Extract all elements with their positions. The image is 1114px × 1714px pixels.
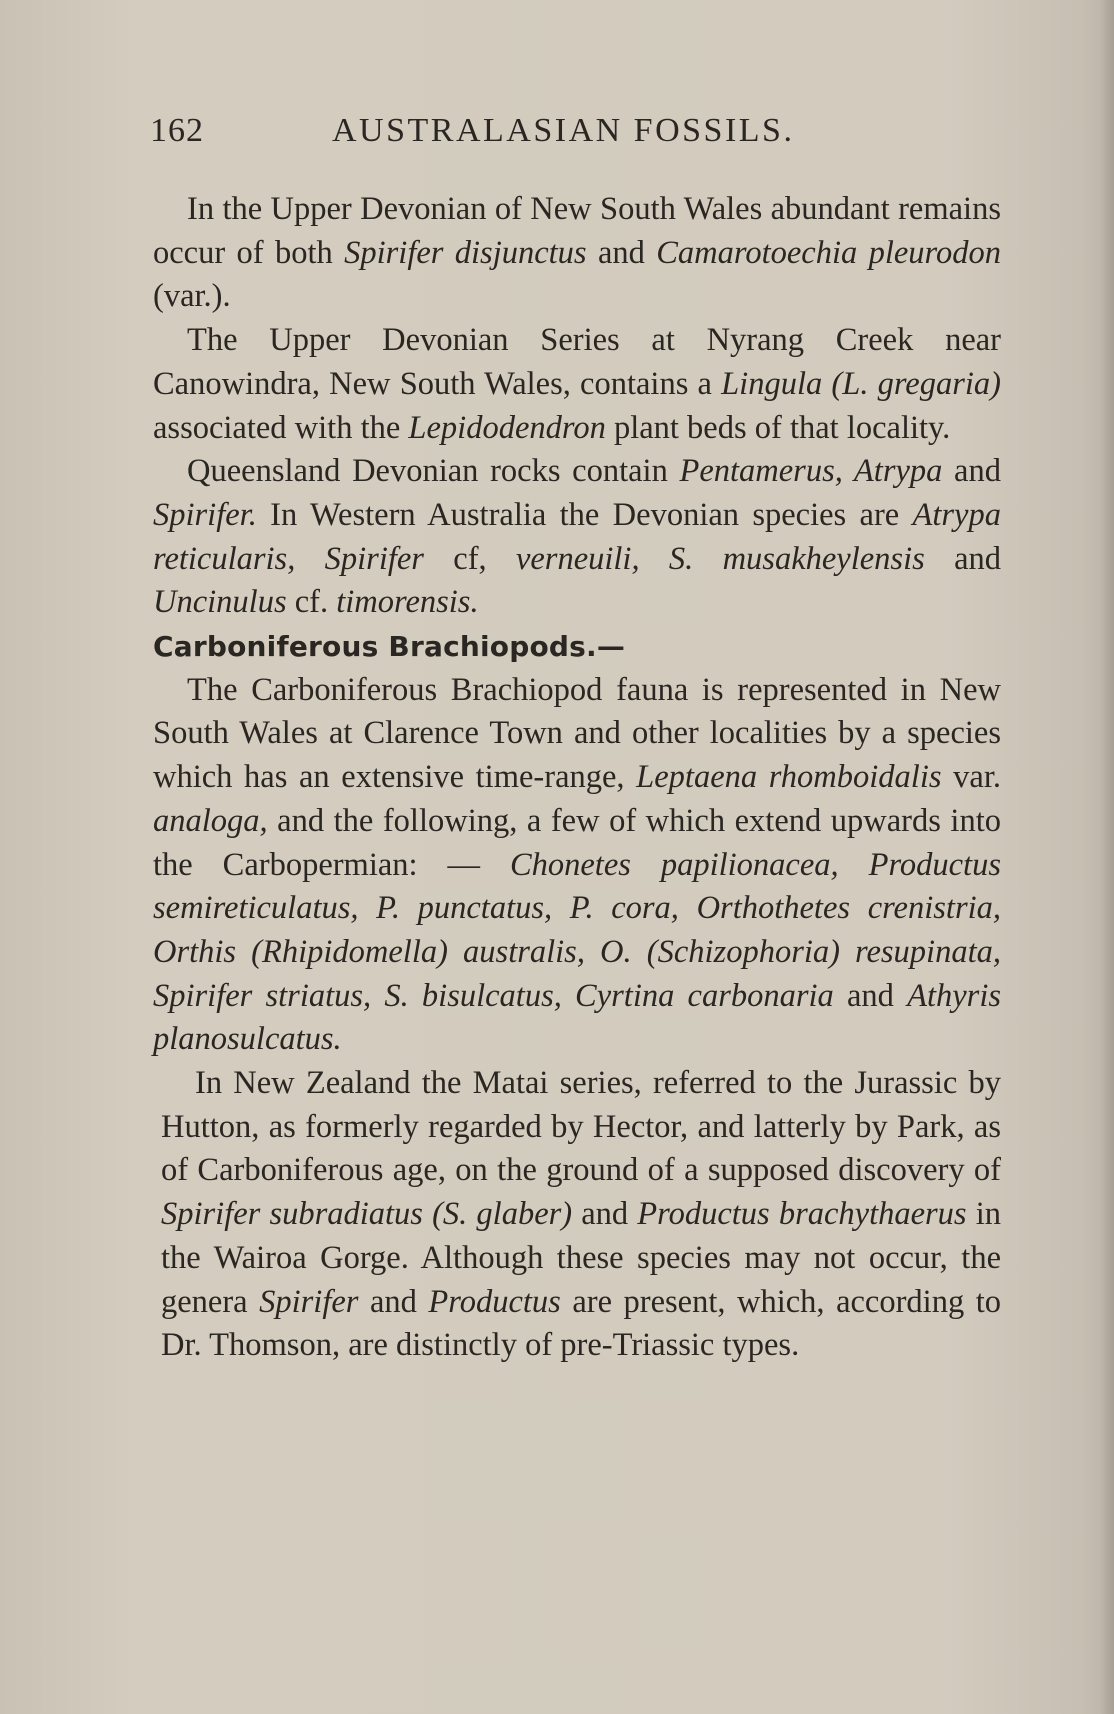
taxon-name: Chonetes papilionacea, Productus semireticulatus, P. punctatus, P. cora, Orthothetes crenistria, Orthis (Rhipidomella) australis, O. (Schizophoria) resupinata, Spirifer striatus, S. bisulcatus, Cyrtina carbonaria [153,846,1001,1014]
text-run: and [924,540,1002,577]
text-run: associated with the [153,409,409,446]
taxon-name: Productus brachythaerus [637,1196,967,1233]
page-header [150,112,1010,156]
paragraph [153,319,1001,450]
section-heading-text: Carboniferous Brachiopods.— [153,630,626,664]
text-run: and [358,1283,429,1320]
paragraph [153,450,1001,625]
text-run: The Upper Devonian Series at Nyrang Creek near Canowindra, New South Wales, contains a [153,322,1001,402]
running-title: AUSTRALASIAN FOSSILS. [332,112,795,149]
page-number: 162 [150,112,204,149]
taxon-name: analoga, [153,802,268,839]
text-run: and [942,453,1001,490]
taxon-name: Pentamerus, Atrypa [679,453,943,490]
text-run: and the following, a few of which extend upwards into the Carbopermian: — [153,802,1001,883]
taxon-name: timorensis. [336,584,479,621]
taxon-name: Spirifer subradiatus (S. glaber) [161,1196,573,1233]
taxon-name: Lepidodendron [408,409,606,446]
taxon-name: Spirifer disjunctus [344,234,587,271]
text-run: var. [941,759,1001,796]
taxon-name: Lingula (L. gregaria) [721,365,1001,402]
paragraph [153,669,1001,1062]
text-run: In New Zealand the Matai series, referred to the Jurassic by Hutton, as formerly regarded by Hector, and latterly by Park, as of Carboniferous age, on the ground of a supposed discovery of [161,1065,1001,1189]
text-run: cf. [286,584,337,621]
text-run: Queensland Devonian rocks contain [187,453,680,490]
taxon-name: Uncinulus [153,584,287,621]
taxon-name: Athyris planosulcatus. [153,977,1001,1058]
text-run: The Carboniferous Brachiopod fauna is represented in New South Wales at Clarence Town and other localities by a species which has an extensive time-range, [153,671,1001,796]
text-run: and [586,234,657,271]
taxon-name: Spirifer [259,1283,359,1320]
text-run: are present, which, according to Dr. Thomson, are distinctly of pre-Triassic types. [161,1283,1001,1364]
text-run: In the Upper Devonian of New South Wales abundant remains occur of both [153,191,1001,271]
taxon-name: verneuili, S. musakheylensis [515,540,925,577]
taxon-name: Camarotoechia pleurodon [656,234,1001,271]
text-run: and [572,1196,638,1233]
section-heading [153,625,1001,669]
text-run: plant beds of that locality. [605,409,951,446]
text-run: In Western Australia the Devonian species are [256,496,913,533]
page-edge-shadow [1100,0,1114,1714]
taxon-name: Spirifer. [153,496,257,533]
body-text [153,188,1001,1368]
text-run: and [833,977,908,1014]
text-run: cf, [423,540,516,577]
taxon-name: Atrypa reticularis, Spirifer [153,496,1001,577]
text-run: (var.). [153,278,231,315]
taxon-name: Leptaena rhomboidalis [636,759,942,796]
paragraph [153,188,1001,319]
text-run: in the Wairoa Gorge. Although these species may not occur, the genera [161,1196,1001,1320]
paragraph [161,1062,1001,1368]
taxon-name: Productus [428,1283,561,1320]
